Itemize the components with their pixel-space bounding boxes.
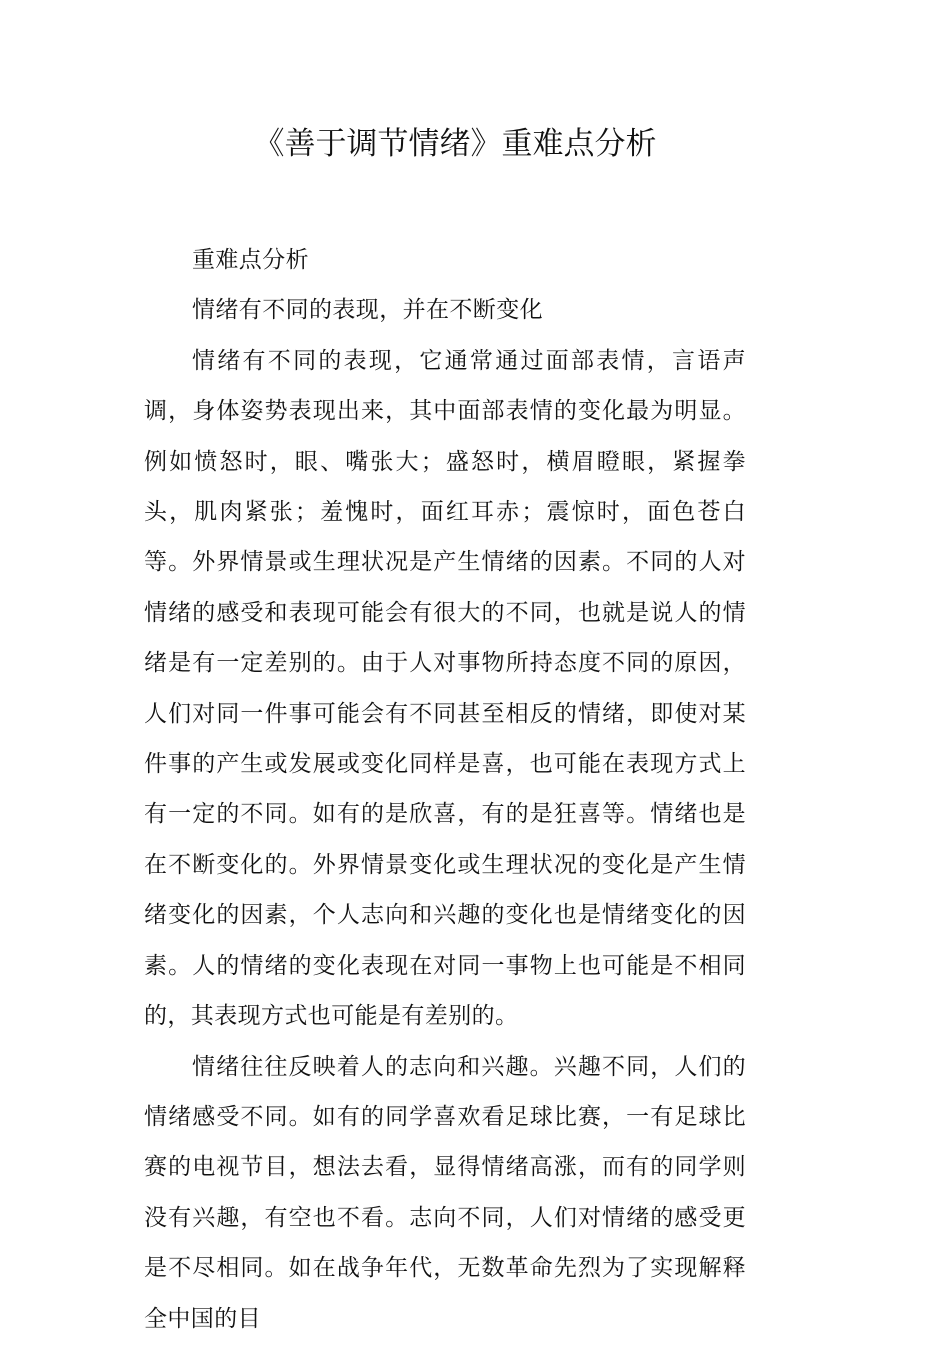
body-paragraph: 情绪往往反映着人的志向和兴趣。兴趣不同，人们的情绪感受不同。如有的同学喜欢看足球比赛，一有足球比赛的电视节目，想法去看，显得情绪高涨，而有的同学则没有兴趣，有空也不看。志向不同，人们对情绪的感受更是不尽相同。如在战争年代，无数革命先烈为了实现解释全中国的目 (144, 1053, 746, 1332)
document-body (144, 235, 746, 1344)
body-paragraph: 情绪有不同的表现，它通常通过面部表情，言语声调，身体姿势表现出来，其中面部表情的变化最为明显。例如愤怒时，眼、嘴张大；盛怒时，横眉瞪眼，紧握拳头，肌肉紧张；羞愧时，面红耳赤；震惊时，面色苍白等。外界情景或生理状况是产生情绪的因素。不同的人对情绪的感受和表现可能会有很大的不同，也就是说人的情绪是有一定差别的。由于人对事物所持态度不同的原因，人们对同一件事可能会有不同甚至相反的情绪，即使对某件事的产生或发展或变化同样是喜，也可能在表现方式上有一定的不同。如有的是欣喜，有的是狂喜等。情绪也是在不断变化的。外界情景变化或生理状况的变化是产生情绪变化的因素，个人志向和兴趣的变化也是情绪变化的因素。人的情绪的变化表现在对同一事物上也可能是不相同的，其表现方式也可能是有差别的。 (144, 347, 746, 1030)
document-title: 《善于调节情绪》重难点分析 (253, 126, 657, 162)
subsection-heading: 情绪有不同的表现，并在不断变化 (192, 297, 543, 324)
section-heading: 重难点分析 (192, 247, 309, 273)
